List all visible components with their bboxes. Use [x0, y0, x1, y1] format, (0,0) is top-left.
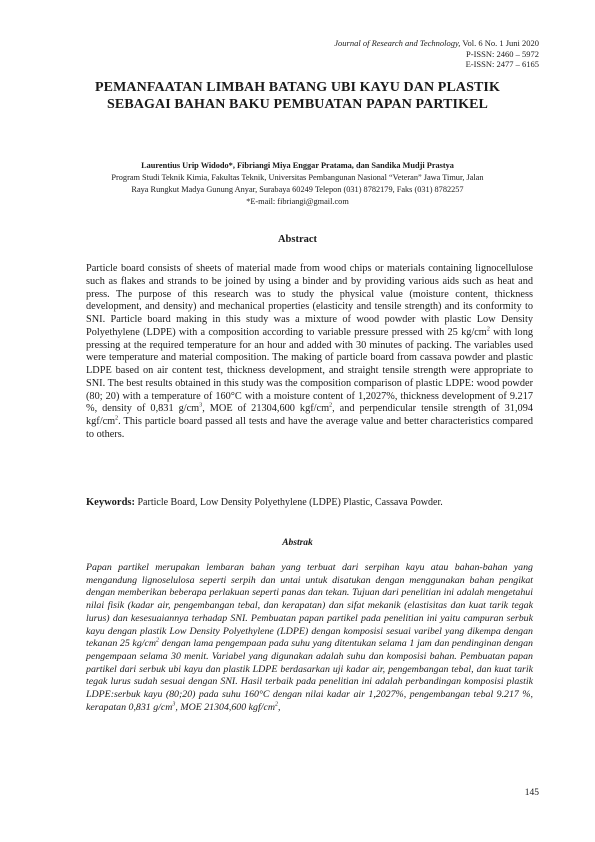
abstract-text-4: , and perpendicular tensile strength of 31,094 kgf/cm	[86, 403, 533, 427]
journal-header	[334, 38, 539, 70]
keywords	[86, 497, 533, 508]
superscript-2: 2	[156, 637, 160, 644]
superscript-2: 2	[329, 402, 333, 409]
abstrak-heading: Abstrak	[282, 538, 313, 548]
paper-title: PEMANFAATAN LIMBAH BATANG UBI KAYU DAN PLASTIK SEBAGAI BAHAN BAKU PEMBUATAN PAPAN PARTIKEL	[95, 80, 500, 112]
abstract-text-2: with long pressing at the required temperature for an hour and added with 30 minutes of packing. The variables used were temperature and material composition. The making of particle board from cassava powder and plastic LDPE based on air content test, thickness development, and straight tensile strength were appropriate to SNI. The best results obtained in this study was the composition comparison of plastic LDPE: wood powder (80; 20) with a temperature of 160°C with a moisture content of 1,2027%, thickness development of 9.217 %, density of 0,831 g/cm	[86, 326, 533, 415]
superscript-2: 2	[115, 415, 119, 422]
abstract-body	[86, 263, 533, 442]
journal-eissn: E-ISSN: 2477 – 6165	[465, 59, 539, 69]
abstrak-text-2: dengan lama pengempaan pada suhu yang ditentukan selama 1 jam dan pendinginan dengan pengempaan selama 30 menit. Variabel yang digunakan adalah suhu dan komposisi bahan. Pembuatan papan partikel dari serbuk ubi kayu dan plastik LDPE berdasarkan uji kadar air, pengembangan tebal, dan kuat tarik tegak lurus sudah sesuai dengan SNI. Hasil terbaik pada penelitian ini adalah perbandingan komposisi plastik LDPE:serbuk kayu (80;20) pada suhu 160°C dengan nilai kadar air 1,2027%, pengembangan tebal 9.217 %, kerapatan 0,831 g/cm	[86, 638, 533, 713]
abstrak-body	[86, 562, 533, 714]
keywords-text: Particle Board, Low Density Polyethylene (LDPE) Plastic, Cassava Powder.	[135, 497, 443, 508]
superscript-3: 3	[199, 402, 203, 409]
superscript-2: 2	[486, 326, 490, 333]
abstract-heading: Abstract	[277, 234, 318, 245]
author-affiliation	[60, 172, 535, 208]
abstract-text-1: Particle board consists of sheets of material made from wood chips or materials containing lignocellulose such as flakes and strands to be joined by using a binder and by providing various aids such as heat and press. The purpose of this research was to study the physical value (moisture content, thickness development, and density) and mechanical properties (elasticity and tensile strength) and its conformity to SNI. Particle board making in this study was a mixture of wood powder with plastic Low Density Polyethylene (LDPE) with a composition according to variable pressure pressed with 25 kg/cm	[86, 263, 533, 338]
abstract-text-5: . This particle board passed all tests and have the average value and better characteristics compared to others.	[86, 416, 533, 440]
journal-name: Journal of Research and Technology,	[334, 38, 461, 48]
journal-volume-issue: Vol. 6 No. 1 Juni 2020	[460, 38, 539, 48]
page-number: 145	[524, 788, 539, 798]
abstrak-text-4: ,	[277, 701, 281, 713]
abstract-text-3: , MOE of 21304,600 kgf/cm	[202, 403, 330, 415]
abstrak-text-1: Papan partikel merupakan lembaran bahan yang terbuat dari serpihan kayu atau bahan-bahan yang mengandung lignoselulosa seperti serpih dan untai untuk disatukan dengan menggunakan bahan pengikat dengan memberikan beberapa perlakuan seperti panas dan tekan. Tujuan dari penelitian ini adalah mengetahui nilai fisik (kadar air, pengembangan tebal, dan kerapatan) dan sifat mekanik (elastisitas dan kuat tarik tegak lurus) dan kesesuaiannya terhadap SNI. Pembuatan papan partikel pada penelitian ini yaitu campuran serbuk kayu dengan plastik Low Density Polyethylene (LDPE) dengan komposisi sesuai varibel yang dikempa dengan tekanan 25 kg/cm	[86, 562, 533, 650]
affiliation-line-2: Raya Rungkut Madya Gunung Anyar, Surabaya 60249 Telepon (031) 8782179, Faks (031) 8782257	[131, 185, 464, 194]
journal-citation	[334, 38, 539, 49]
superscript-3: 3	[172, 701, 176, 708]
journal-pissn: P-ISSN: 2460 – 5972	[466, 48, 539, 59]
keywords-label: Keywords:	[86, 497, 135, 508]
abstrak-text-3: , MOE 21304,600 kgf/cm	[175, 701, 275, 713]
superscript-2: 2	[274, 701, 278, 708]
author-list: Laurentius Urip Widodo*, Fibriangi Miya Enggar Pratama, dan Sandika Mudji Prastya	[141, 161, 454, 170]
author-email: *E-mail: fibriangi@gmail.com	[246, 197, 349, 206]
affiliation-line-1: Program Studi Teknik Kimia, Fakultas Teknik, Universitas Pembangunan Nasional “Veteran” Jawa Timur, Jalan	[111, 173, 484, 182]
